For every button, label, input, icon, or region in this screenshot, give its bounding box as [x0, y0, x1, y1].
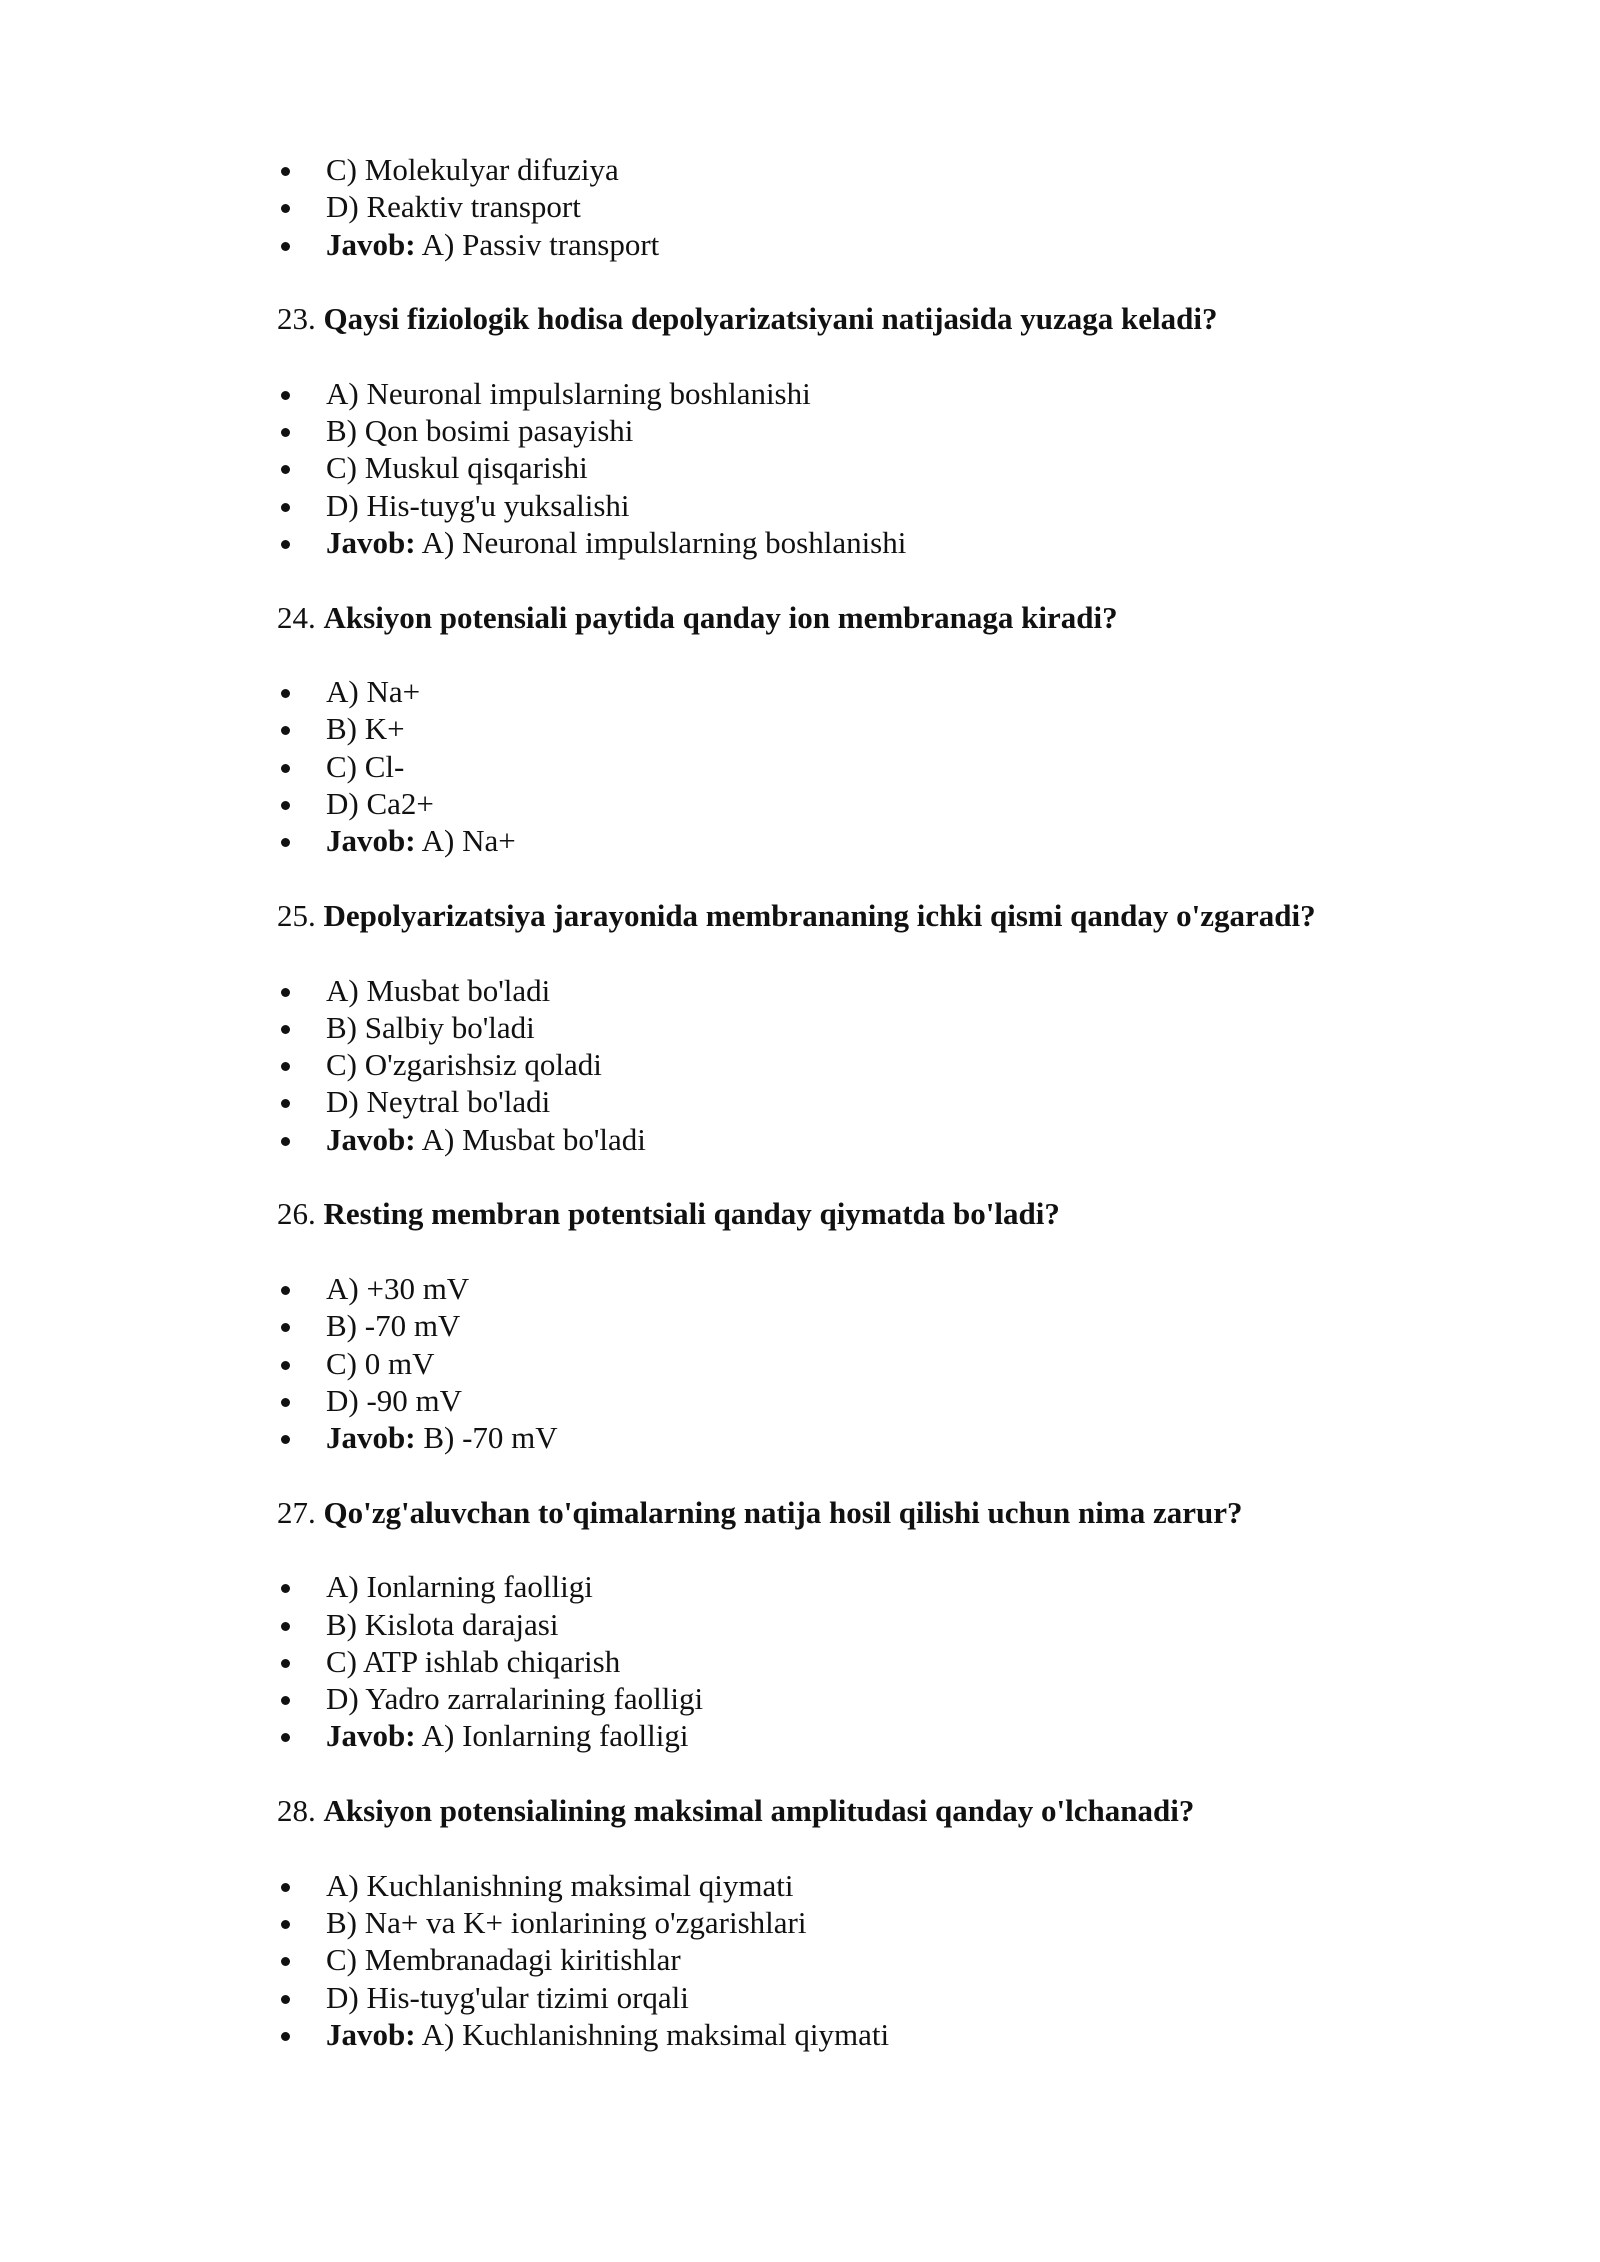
- bullet-icon: [281, 540, 290, 549]
- list-item: [277, 1345, 1477, 1382]
- list-item: [277, 1979, 1477, 2016]
- bullet-icon: [281, 801, 290, 810]
- answer-item: [277, 822, 1477, 859]
- list-item: [277, 412, 1477, 449]
- bullet-icon: [281, 689, 290, 698]
- answer-label: Javob:: [326, 1718, 416, 1754]
- list-item: [277, 972, 1477, 1009]
- question-heading: [277, 1494, 1477, 1531]
- option-text: B) -70 mV: [326, 1308, 461, 1344]
- option-text: D) Reaktiv transport: [326, 189, 581, 225]
- option-text: A) Ionlarning faolligi: [326, 1569, 593, 1605]
- bullet-icon: [281, 838, 290, 847]
- answer-item: [277, 1121, 1477, 1158]
- question-heading: [277, 599, 1477, 636]
- bullet-icon: [281, 1286, 290, 1295]
- question-number: 26.: [277, 1196, 316, 1232]
- list-item: [277, 449, 1477, 486]
- list-item: [277, 673, 1477, 710]
- bullet-icon: [281, 1995, 290, 2004]
- answer-label: Javob:: [326, 823, 416, 859]
- list-item: [277, 1606, 1477, 1643]
- answer-item: [277, 1717, 1477, 1754]
- answer-item: [277, 1419, 1477, 1456]
- bullet-icon: [281, 1025, 290, 1034]
- option-text: D) Yadro zarralarining faolligi: [326, 1681, 704, 1717]
- option-text: B) K+: [326, 711, 405, 747]
- bullet-icon: [281, 242, 290, 251]
- option-text: A) Musbat bo'ladi: [326, 972, 551, 1008]
- list-item: [277, 1643, 1477, 1680]
- option-text: C) Muskul qisqarishi: [326, 450, 588, 486]
- question-number: 28.: [277, 1793, 316, 1829]
- bullet-icon: [281, 1584, 290, 1593]
- question-text: Aksiyon potensiali paytida qanday ion membranaga kiradi?: [323, 599, 1118, 635]
- bullet-icon: [281, 167, 290, 176]
- bullet-icon: [281, 204, 290, 213]
- answer-text: A) Na+: [421, 823, 516, 859]
- bullet-icon: [281, 1957, 290, 1966]
- answer-label: Javob:: [326, 1121, 416, 1157]
- question-text: Qaysi fiziologik hodisa depolyarizatsiyani natijasida yuzaga keladi?: [323, 301, 1218, 337]
- list-item: [277, 785, 1477, 822]
- list-item: [277, 1046, 1477, 1083]
- option-text: C) Cl-: [326, 748, 405, 784]
- question-number: 23.: [277, 301, 316, 337]
- answer-text: A) Kuchlanishning maksimal qiymati: [421, 2016, 890, 2052]
- option-text: C) O'zgarishsiz qoladi: [326, 1047, 602, 1083]
- list-item: [277, 188, 1477, 225]
- question-heading: [277, 300, 1477, 337]
- question-number: 27.: [277, 1494, 316, 1530]
- bullet-icon: [281, 1920, 290, 1929]
- answer-label: Javob:: [326, 524, 416, 560]
- question-heading: [277, 1792, 1477, 1829]
- list-item: [277, 1867, 1477, 1904]
- options-list: [277, 972, 1477, 1158]
- option-text: C) 0 mV: [326, 1345, 435, 1381]
- question-text: Aksiyon potensialining maksimal amplitudasi qanday o'lchanadi?: [323, 1793, 1195, 1829]
- answer-label: Javob:: [326, 2016, 416, 2052]
- option-text: A) Neuronal impulslarning boshlanishi: [326, 375, 811, 411]
- bullet-icon: [281, 1435, 290, 1444]
- list-item: [277, 1307, 1477, 1344]
- bullet-icon: [281, 1398, 290, 1407]
- bullet-icon: [281, 1062, 290, 1071]
- options-list: [277, 1568, 1477, 1754]
- option-text: C) ATP ishlab chiqarish: [326, 1643, 621, 1679]
- answer-text: A) Ionlarning faolligi: [421, 1718, 689, 1754]
- answer-text: A) Musbat bo'ladi: [421, 1121, 646, 1157]
- option-text: B) Qon bosimi pasayishi: [326, 413, 634, 449]
- answer-text: A) Neuronal impulslarning boshlanishi: [421, 524, 907, 560]
- option-text: B) Na+ va K+ ionlarining o'zgarishlari: [326, 1904, 807, 1940]
- question-number: 25.: [277, 897, 316, 933]
- option-text: A) +30 mV: [326, 1270, 470, 1306]
- list-item: [277, 748, 1477, 785]
- question-heading: [277, 1195, 1477, 1232]
- bullet-icon: [281, 726, 290, 735]
- answer-item: [277, 524, 1477, 561]
- answer-text: B) -70 mV: [423, 1420, 558, 1456]
- options-list: [277, 1867, 1477, 2053]
- option-text: C) Membranadagi kiritishlar: [326, 1942, 681, 1978]
- bullet-icon: [281, 391, 290, 400]
- list-item: [277, 1941, 1477, 1978]
- option-text: D) Ca2+: [326, 786, 434, 822]
- question-heading: [277, 897, 1477, 934]
- bullet-icon: [281, 1361, 290, 1370]
- bullet-icon: [281, 1696, 290, 1705]
- bullet-icon: [281, 503, 290, 512]
- bullet-icon: [281, 428, 290, 437]
- list-item: [277, 1568, 1477, 1605]
- bullet-icon: [281, 988, 290, 997]
- answer-label: Javob:: [326, 1420, 416, 1456]
- bullet-icon: [281, 1099, 290, 1108]
- option-text: D) His-tuyg'ular tizimi orqali: [326, 1979, 689, 2015]
- bullet-icon: [281, 764, 290, 773]
- option-text: A) Na+: [326, 674, 421, 710]
- question-text: Depolyarizatsiya jarayonida membrananing ichki qismi qanday o'zgaradi?: [323, 897, 1316, 933]
- list-item: [277, 710, 1477, 747]
- list-item: [277, 1083, 1477, 1120]
- bullet-icon: [281, 1323, 290, 1332]
- option-text: B) Kislota darajasi: [326, 1606, 559, 1642]
- list-item: [277, 1382, 1477, 1419]
- option-text: D) -90 mV: [326, 1382, 463, 1418]
- option-text: D) His-tuyg'u yuksalishi: [326, 487, 630, 523]
- bullet-icon: [281, 1622, 290, 1631]
- options-list: [277, 375, 1477, 561]
- list-item: [277, 487, 1477, 524]
- option-text: D) Neytral bo'ladi: [326, 1084, 551, 1120]
- bullet-icon: [281, 1733, 290, 1742]
- question-number: 24.: [277, 599, 316, 635]
- document-body: [277, 151, 1477, 2053]
- answer-label: Javob:: [326, 226, 416, 262]
- answer-item: [277, 2016, 1477, 2053]
- answer-text: A) Passiv transport: [421, 226, 660, 262]
- bullet-icon: [281, 2032, 290, 2041]
- options-list: [277, 673, 1477, 859]
- question-text: Resting membran potentsiali qanday qiymatda bo'ladi?: [323, 1196, 1060, 1232]
- bullet-icon: [281, 1137, 290, 1146]
- list-item: [277, 375, 1477, 412]
- list-item: [277, 151, 1477, 188]
- bullet-icon: [281, 465, 290, 474]
- list-item: [277, 1904, 1477, 1941]
- question-text: Qo'zg'aluvchan to'qimalarning natija hosil qilishi uchun nima zarur?: [323, 1494, 1243, 1530]
- option-text: B) Salbiy bo'ladi: [326, 1009, 535, 1045]
- answer-item: [277, 226, 1477, 263]
- list-item: [277, 1009, 1477, 1046]
- list-item: [277, 1270, 1477, 1307]
- option-text: A) Kuchlanishning maksimal qiymati: [326, 1867, 794, 1903]
- options-list: [277, 1270, 1477, 1456]
- intro-options-list: [277, 151, 1477, 263]
- option-text: C) Molekulyar difuziya: [326, 152, 619, 187]
- list-item: [277, 1680, 1477, 1717]
- bullet-icon: [281, 1659, 290, 1668]
- bullet-icon: [281, 1883, 290, 1892]
